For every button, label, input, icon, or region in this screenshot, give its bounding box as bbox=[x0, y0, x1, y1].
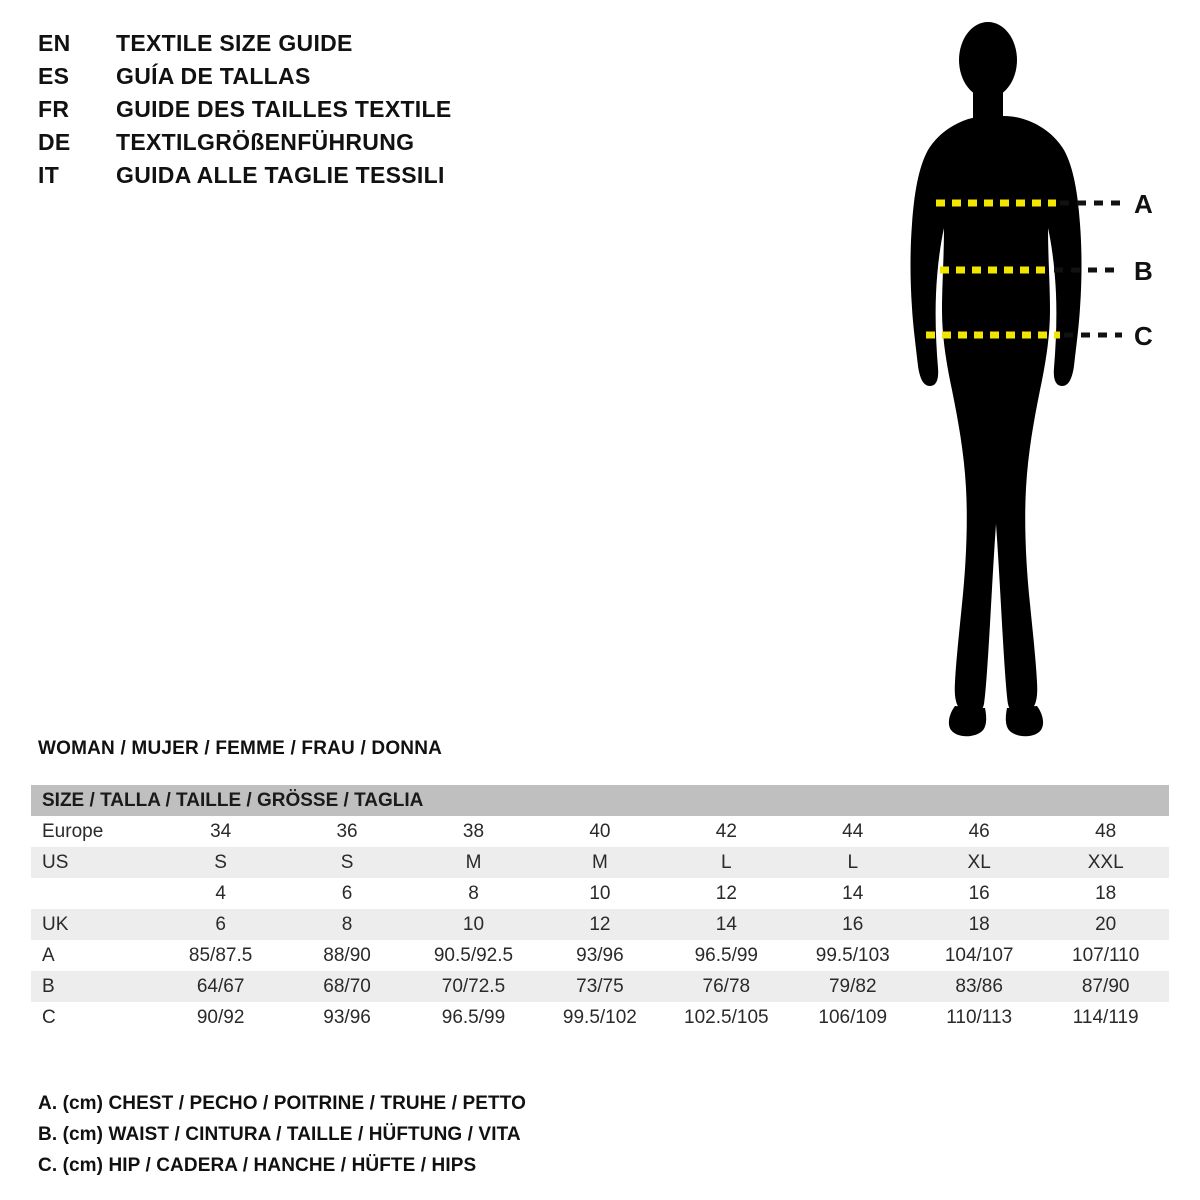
cell-value: XXL bbox=[1042, 847, 1169, 878]
female-silhouette-figure bbox=[860, 18, 1180, 748]
language-row bbox=[38, 63, 598, 96]
cell-value: L bbox=[663, 847, 789, 878]
row-label: C bbox=[31, 1002, 157, 1033]
cell-value: 110/113 bbox=[916, 1002, 1042, 1033]
cell-value: 93/96 bbox=[537, 940, 663, 971]
table-row bbox=[31, 909, 1169, 940]
language-code: ES bbox=[38, 63, 70, 89]
language-row bbox=[38, 162, 598, 195]
cell-value: 64/67 bbox=[157, 971, 283, 1002]
cell-value: 96.5/99 bbox=[663, 940, 789, 971]
row-label: A bbox=[31, 940, 157, 971]
cell-value: 99.5/102 bbox=[537, 1002, 663, 1033]
section-caption: WOMAN / MUJER / FEMME / FRAU / DONNA bbox=[38, 738, 443, 759]
cell-value: 46 bbox=[916, 816, 1042, 847]
language-code: FR bbox=[38, 96, 70, 122]
marker-label-c: C bbox=[1134, 321, 1153, 351]
cell-value: L bbox=[790, 847, 916, 878]
cell-value: 70/72.5 bbox=[410, 971, 536, 1002]
cell-value: 76/78 bbox=[663, 971, 789, 1002]
cell-value: 44 bbox=[790, 816, 916, 847]
table-row bbox=[31, 878, 1169, 909]
cell-value: 83/86 bbox=[916, 971, 1042, 1002]
cell-value: 18 bbox=[1042, 878, 1169, 909]
cell-value: 38 bbox=[410, 816, 536, 847]
row-label: B bbox=[31, 971, 157, 1002]
table-row bbox=[31, 847, 1169, 878]
language-code: EN bbox=[38, 30, 71, 56]
cell-value: 68/70 bbox=[284, 971, 410, 1002]
table-row bbox=[31, 1002, 1169, 1033]
cell-value: 88/90 bbox=[284, 940, 410, 971]
cell-value: 6 bbox=[157, 909, 283, 940]
cell-value: 16 bbox=[790, 909, 916, 940]
cell-value: 79/82 bbox=[790, 971, 916, 1002]
language-code: IT bbox=[38, 162, 60, 188]
cell-value: 48 bbox=[1042, 816, 1169, 847]
cell-value: 14 bbox=[790, 878, 916, 909]
table-row bbox=[31, 940, 1169, 971]
language-title: TEXTILE SIZE GUIDE bbox=[116, 30, 353, 56]
language-title: GUIDA ALLE TAGLIE TESSILI bbox=[116, 162, 445, 188]
cell-value: 10 bbox=[410, 909, 536, 940]
cell-value: 107/110 bbox=[1042, 940, 1169, 971]
table-header-row bbox=[31, 785, 1169, 816]
cell-value: 36 bbox=[284, 816, 410, 847]
marker-label-a: A bbox=[1134, 189, 1153, 219]
cell-value: 96.5/99 bbox=[410, 1002, 536, 1033]
row-label: US bbox=[31, 847, 157, 878]
marker-label-b: B bbox=[1134, 256, 1153, 286]
cell-value: 106/109 bbox=[790, 1002, 916, 1033]
cell-value: 40 bbox=[537, 816, 663, 847]
cell-value: 73/75 bbox=[537, 971, 663, 1002]
footnote-a: A. (cm) CHEST / PECHO / POITRINE / TRUHE / PETTO bbox=[38, 1093, 526, 1114]
language-row bbox=[38, 129, 598, 162]
cell-value: 114/119 bbox=[1042, 1002, 1169, 1033]
cell-value: 6 bbox=[284, 878, 410, 909]
row-label: UK bbox=[31, 909, 157, 940]
language-title: GUÍA DE TALLAS bbox=[116, 63, 311, 89]
cell-value: 90/92 bbox=[157, 1002, 283, 1033]
cell-value: 99.5/103 bbox=[790, 940, 916, 971]
cell-value: XL bbox=[916, 847, 1042, 878]
language-title: GUIDE DES TAILLES TEXTILE bbox=[116, 96, 452, 122]
footnote-b: B. (cm) WAIST / CINTURA / TAILLE / HÜFTUNG / VITA bbox=[38, 1124, 521, 1145]
cell-value: 10 bbox=[537, 878, 663, 909]
cell-value: 8 bbox=[284, 909, 410, 940]
language-heading-block bbox=[38, 30, 598, 195]
footnotes-block bbox=[38, 1088, 938, 1181]
cell-value: 4 bbox=[157, 878, 283, 909]
cell-value: 93/96 bbox=[284, 1002, 410, 1033]
cell-value: S bbox=[157, 847, 283, 878]
cell-value: 87/90 bbox=[1042, 971, 1169, 1002]
language-code: DE bbox=[38, 129, 71, 155]
cell-value: 12 bbox=[537, 909, 663, 940]
table-row bbox=[31, 816, 1169, 847]
language-row bbox=[38, 30, 598, 63]
silhouette-icon bbox=[911, 22, 1082, 736]
cell-value: 42 bbox=[663, 816, 789, 847]
row-label bbox=[31, 878, 157, 909]
table-header-label: SIZE / TALLA / TAILLE / GRÖSSE / TAGLIA bbox=[31, 785, 1169, 816]
footnote-c: C. (cm) HIP / CADERA / HANCHE / HÜFTE / HIPS bbox=[38, 1155, 477, 1176]
row-label: Europe bbox=[31, 816, 157, 847]
cell-value: 16 bbox=[916, 878, 1042, 909]
language-title: TEXTILGRÖßENFÜHRUNG bbox=[116, 129, 415, 155]
cell-value: 90.5/92.5 bbox=[410, 940, 536, 971]
cell-value: M bbox=[410, 847, 536, 878]
cell-value: 18 bbox=[916, 909, 1042, 940]
language-row bbox=[38, 96, 598, 129]
cell-value: 14 bbox=[663, 909, 789, 940]
cell-value: S bbox=[284, 847, 410, 878]
cell-value: 20 bbox=[1042, 909, 1169, 940]
cell-value: 85/87.5 bbox=[157, 940, 283, 971]
cell-value: M bbox=[537, 847, 663, 878]
cell-value: 104/107 bbox=[916, 940, 1042, 971]
cell-value: 102.5/105 bbox=[663, 1002, 789, 1033]
table-row bbox=[31, 971, 1169, 1002]
cell-value: 12 bbox=[663, 878, 789, 909]
size-table bbox=[31, 785, 1169, 1033]
cell-value: 8 bbox=[410, 878, 536, 909]
cell-value: 34 bbox=[157, 816, 283, 847]
